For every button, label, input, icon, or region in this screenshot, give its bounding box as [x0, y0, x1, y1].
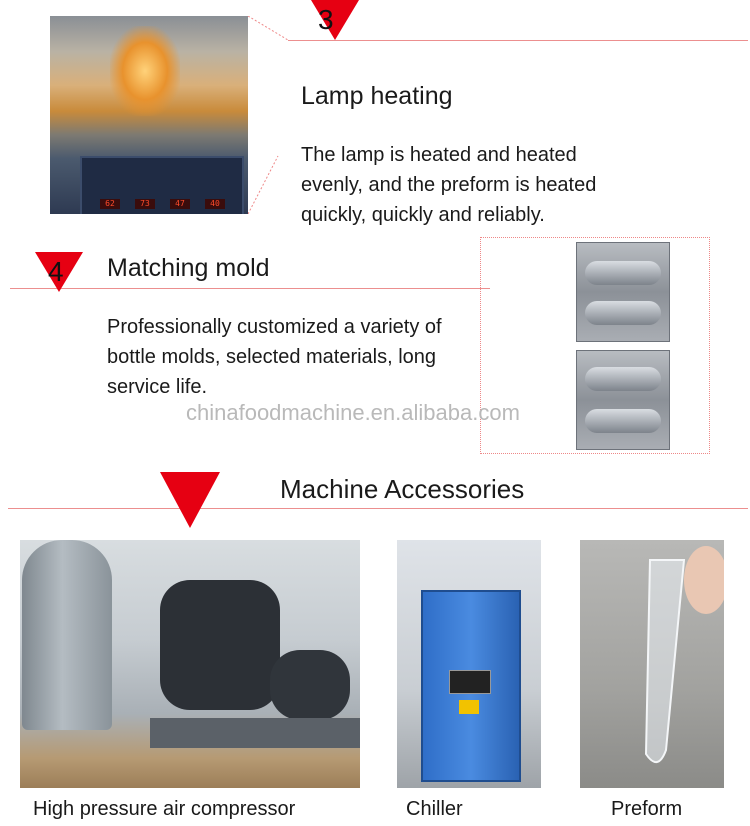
preform-tube-icon — [580, 540, 724, 788]
chiller-warning-label — [459, 700, 479, 714]
mold-half-top — [576, 242, 670, 342]
lamp-photo-frame — [248, 16, 288, 214]
panel-digit: 40 — [205, 199, 225, 209]
accessories-rule — [8, 508, 748, 509]
accessories-title: Machine Accessories — [280, 474, 525, 504]
air-compressor-photo — [20, 540, 360, 788]
motor — [270, 650, 350, 720]
mold-cavity — [585, 301, 661, 325]
mold-cavity — [585, 261, 661, 285]
panel-digit: 62 — [100, 199, 120, 209]
section-3-rule — [288, 40, 748, 41]
watermark-text: chinafoodmachine.en.alibaba.com — [186, 400, 520, 425]
section-4-number: 4 — [48, 256, 64, 287]
section-4-description: Professionally customized a variety of bottle molds, selected materials, long service life. — [107, 316, 442, 398]
caption-preform: Preform — [611, 798, 683, 820]
section-3-title: Lamp heating — [301, 82, 453, 110]
chiller-display — [449, 670, 491, 694]
section-3-description: The lamp is heated and heated evenly, and the preform is heated quickly, quickly and reliably. — [301, 144, 597, 226]
compressor-head — [160, 580, 280, 710]
caption-air-compressor: High pressure air compressor — [33, 798, 296, 820]
caption-chiller: Chiller — [406, 798, 463, 820]
accessories-marker — [160, 472, 220, 528]
panel-digit: 47 — [170, 199, 190, 209]
mold-cavity — [585, 367, 661, 391]
lamp-heating-photo — [50, 16, 248, 214]
preform-photo — [580, 540, 724, 788]
panel-digit: 73 — [135, 199, 155, 209]
mold-cavity — [585, 409, 661, 433]
compressor-base — [150, 718, 360, 748]
lamp-glow — [110, 26, 180, 116]
mold-half-bottom — [576, 350, 670, 450]
air-tank — [22, 540, 112, 730]
section-4-title: Matching mold — [107, 254, 270, 282]
mold-photo — [566, 240, 678, 452]
chiller-photo — [397, 540, 541, 788]
section-3-number: 3 — [318, 4, 334, 35]
